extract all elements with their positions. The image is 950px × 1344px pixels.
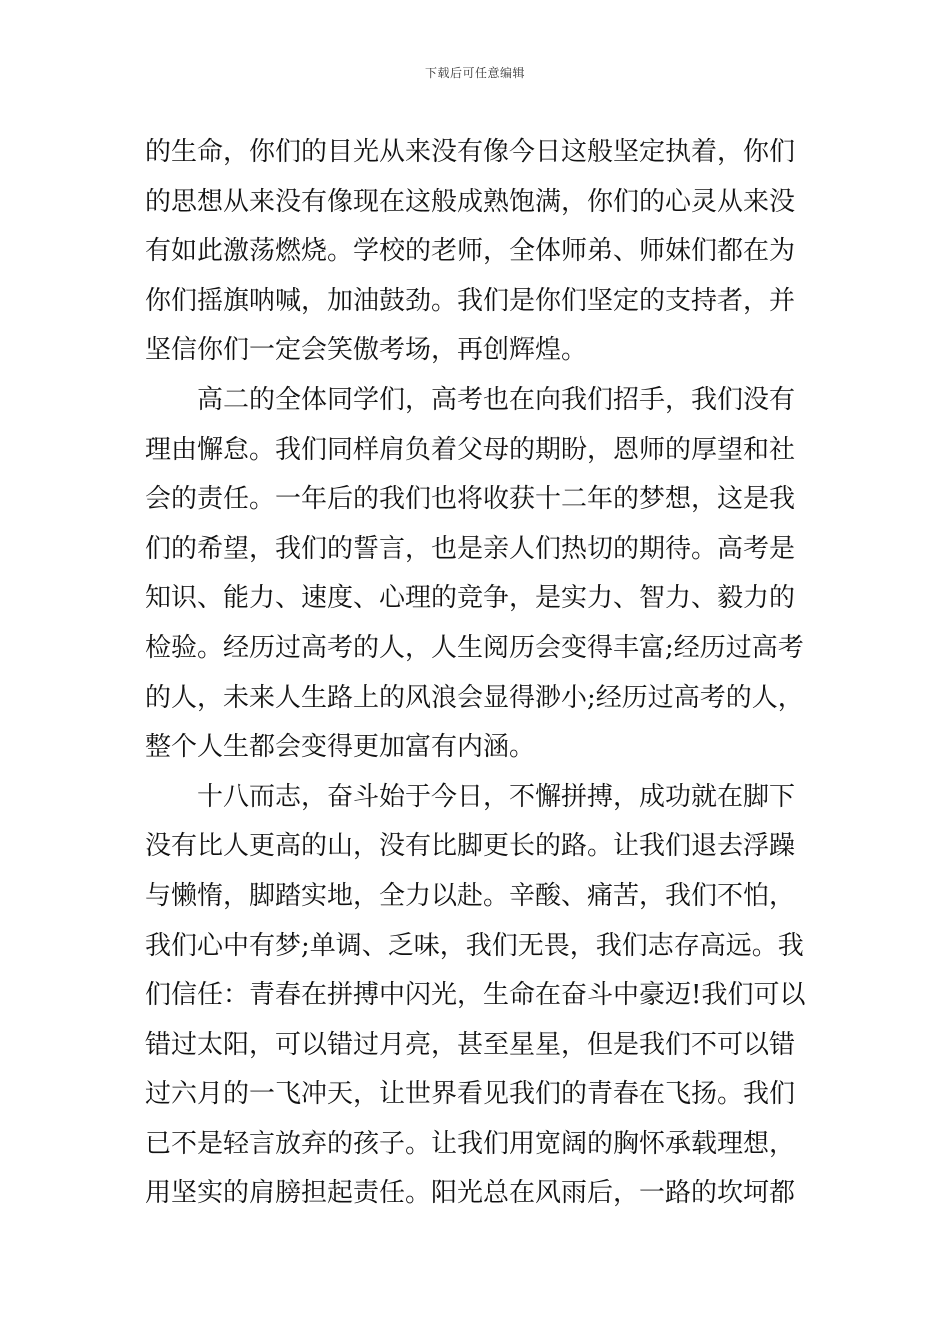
text-line: 有如此激荡燃烧。学校的老师，全体师弟、师妹们都在为 bbox=[145, 236, 796, 267]
text-line: 的人，未来人生路上的风浪会显得渺小;经历过高考的人， bbox=[145, 682, 804, 713]
text-line: 检验。经历过高考的人，人生阅历会变得丰富;经历过高考 bbox=[145, 632, 804, 663]
text-line: 的思想从来没有像现在这般成熟饱满，你们的心灵从来没 bbox=[145, 186, 796, 217]
text-line: 会的责任。一年后的我们也将收获十二年的梦想，这是我 bbox=[145, 484, 796, 515]
text-line: 知识、能力、速度、心理的竞争，是实力、智力、毅力的 bbox=[145, 583, 796, 614]
text-line: 坚信你们一定会笑傲考场，再创辉煌。 bbox=[145, 335, 588, 366]
text-line: 过六月的一飞冲天，让世界看见我们的青春在飞扬。我们 bbox=[145, 1079, 796, 1110]
paragraph-first-line: 十八而志，奋斗始于今日，不懈拼搏，成功就在脚下 bbox=[197, 781, 796, 812]
text-line: 你们摇旗呐喊，加油鼓劲。我们是你们坚定的支持者，并 bbox=[145, 285, 796, 316]
text-line: 的生命，你们的目光从来没有像今日这般坚定执着，你们 bbox=[145, 137, 796, 167]
page-header: 下载后可任意编辑 bbox=[424, 66, 525, 80]
paragraph-first-line: 高二的全体同学们，高考也在向我们招手，我们没有 bbox=[197, 384, 796, 415]
text-line: 已不是轻言放弃的孩子。让我们用宽阔的胸怀承载理想， bbox=[145, 1128, 796, 1159]
text-line: 们的希望，我们的誓言，也是亲人们热切的期待。高考是 bbox=[145, 533, 796, 564]
text-line: 没有比人更高的山，没有比脚更长的路。让我们退去浮躁 bbox=[145, 831, 796, 862]
text-line: 整个人生都会变得更加富有内涵。 bbox=[145, 732, 536, 763]
text-line: 用坚实的肩膀担起责任。阳光总在风雨后，一路的坎坷都 bbox=[145, 1178, 796, 1209]
text-line: 理由懈怠。我们同样肩负着父母的期盼，恩师的厚望和社 bbox=[145, 434, 796, 465]
text-line: 们信任：青春在拼搏中闪光，生命在奋斗中豪迈!我们可以 bbox=[145, 980, 806, 1011]
text-line: 错过太阳，可以错过月亮，甚至星星，但是我们不可以错 bbox=[145, 1029, 796, 1060]
text-line: 我们心中有梦;单调、乏味，我们无畏，我们志存高远。我 bbox=[145, 930, 804, 961]
text-line: 与懒惰，脚踏实地，全力以赴。辛酸、痛苦，我们不怕， bbox=[145, 880, 796, 911]
document-body bbox=[145, 128, 807, 1219]
